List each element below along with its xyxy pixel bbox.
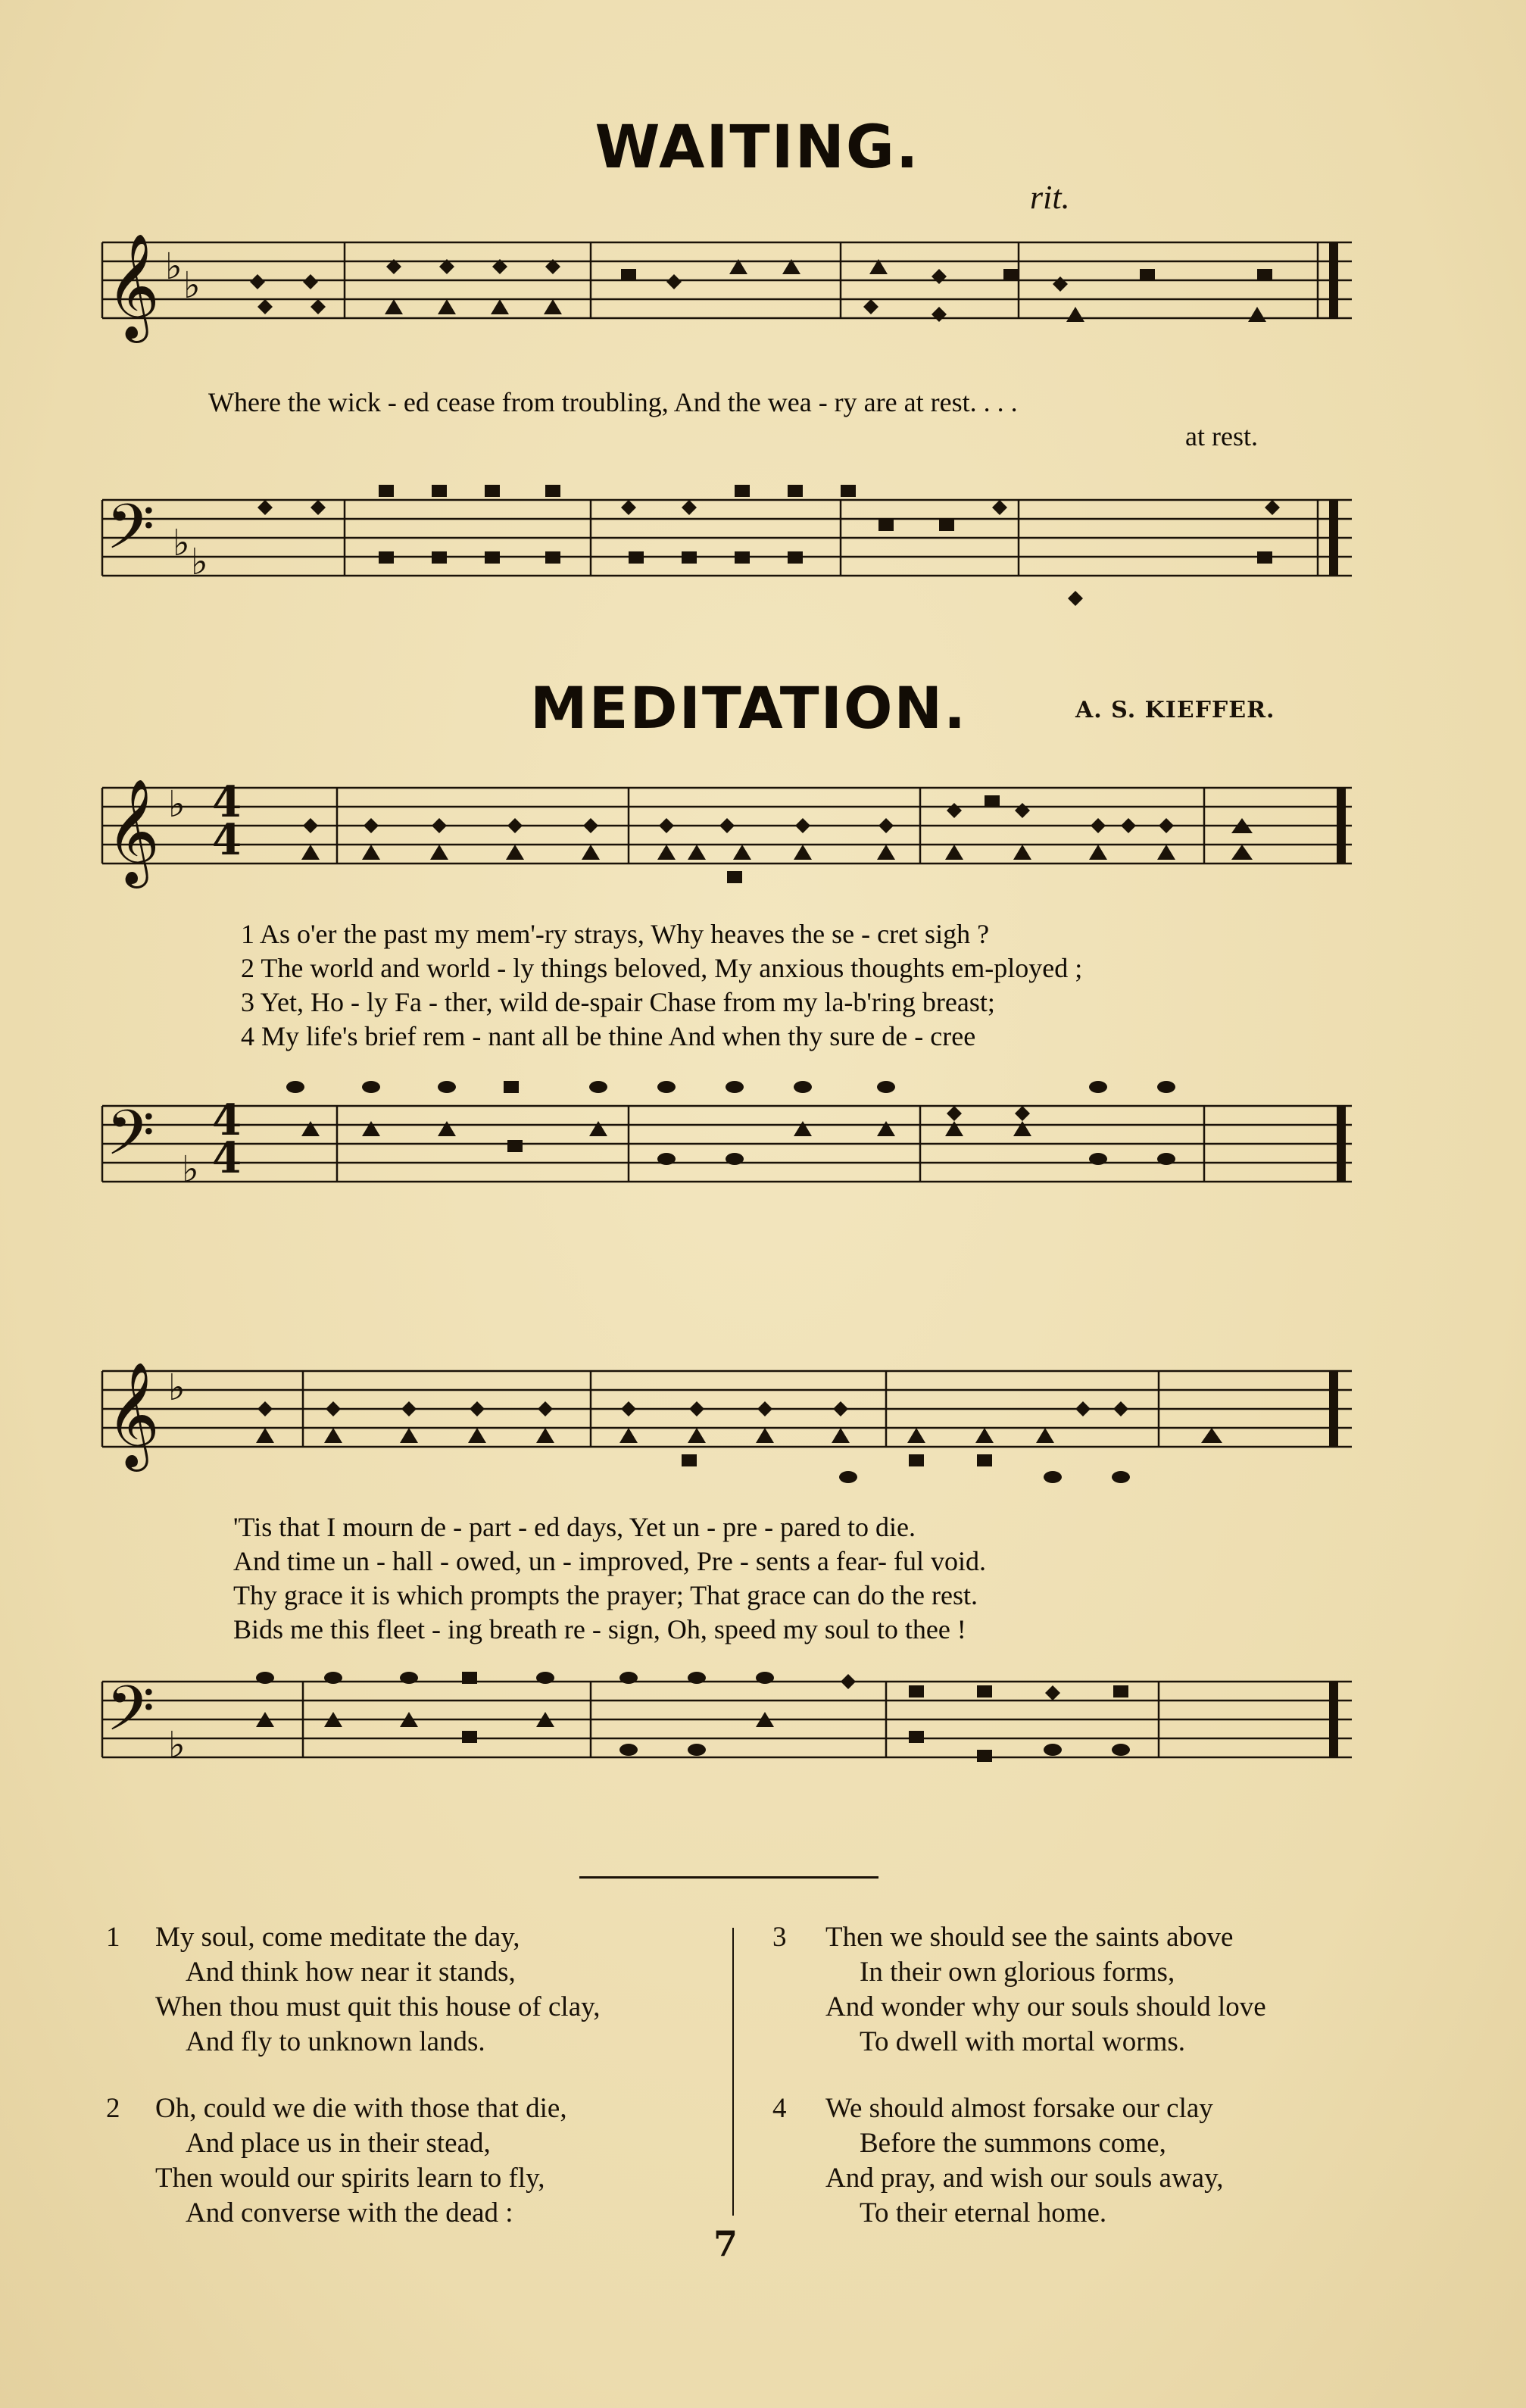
meditation-treble-staff-1 [0, 773, 1526, 924]
svg-text:♭: ♭ [173, 522, 190, 564]
verse-1-line-a: 1 As o'er the past my mem'-ry strays, Why heaves the se - cret sigh ? [241, 919, 990, 949]
column-divider [732, 1928, 734, 2216]
meditation-bass-staff-2 [0, 1651, 1526, 1803]
svg-text:𝄞: 𝄞 [106, 1362, 160, 1467]
waiting-bass-staff [0, 485, 1526, 636]
svg-text:4: 4 [212, 1133, 242, 1183]
svg-text:𝄢: 𝄢 [106, 1096, 155, 1185]
hymn-title-meditation: MEDITATION. [530, 674, 967, 742]
svg-text:♭: ♭ [191, 541, 208, 583]
poem-line: And converse with the dead : [186, 2197, 513, 2228]
stanza-number: 1 [106, 1922, 120, 1953]
poem-line: And place us in their stead, [186, 2128, 491, 2159]
verse-3-line-b: Thy grace it is which prompts the prayer; That grace can do the rest. [233, 1580, 978, 1610]
svg-text:♭: ♭ [182, 1148, 199, 1191]
svg-text:♭: ♭ [165, 245, 183, 288]
stanza-number: 4 [772, 2093, 787, 2124]
waiting-treble-staff [0, 227, 1526, 379]
svg-text:4: 4 [212, 1095, 242, 1145]
svg-text:4: 4 [212, 815, 242, 865]
svg-text:𝄞: 𝄞 [106, 779, 160, 884]
stanza-number: 2 [106, 2093, 120, 2124]
poem-line: Then would our spirits learn to fly, [155, 2163, 545, 2194]
verse-2-line-b: And time un - hall - owed, un - improved, Pre - sents a fear- ful void. [233, 1546, 987, 1576]
svg-text:𝄢: 𝄢 [106, 1672, 155, 1760]
meditation-bass-staff-1 [0, 1076, 1526, 1227]
poem-line: In their own glorious forms, [860, 1957, 1175, 1988]
waiting-lyrics-echo: at rest. [1185, 421, 1258, 451]
svg-text:4: 4 [212, 777, 242, 827]
waiting-lyrics: Where the wick - ed cease from troubling, And the wea - ry are at rest. . . . [208, 387, 1018, 417]
svg-text:♭: ♭ [168, 1724, 186, 1766]
poem-right-column [772, 1920, 1378, 2238]
svg-text:♭: ♭ [183, 264, 201, 307]
verse-4-line-b: Bids me this fleet - ing breath re - sign, Oh, speed my soul to thee ! [233, 1614, 966, 1644]
meditation-treble-staff-2 [0, 1356, 1526, 1507]
svg-text:𝄢: 𝄢 [106, 490, 155, 579]
verse-1-line-b: 'Tis that I mourn de - part - ed days, Yet un - pre - pared to die. [233, 1512, 916, 1542]
poem-line: Then we should see the saints above [825, 1922, 1234, 1953]
verse-4-line-a: 4 My life's brief rem - nant all be thine And when thy sure de - cree [241, 1021, 976, 1051]
poem-line: Oh, could we die with those that die, [155, 2093, 567, 2124]
hymn-title-waiting: WAITING. [594, 114, 920, 182]
svg-text:𝄞: 𝄞 [106, 233, 160, 339]
poem-line: My soul, come meditate the day, [155, 1922, 520, 1953]
poem-line: Before the summons come, [860, 2128, 1166, 2159]
poem-line: And wonder why our souls should love [825, 1991, 1266, 2022]
verse-3-line-a: 3 Yet, Ho - ly Fa - ther, wild de-spair Chase from my la-b'ring breast; [241, 987, 995, 1017]
svg-text:♭: ♭ [168, 1366, 186, 1409]
poem-line: And think how near it stands, [186, 1957, 516, 1988]
poem-line: And pray, and wish our souls away, [825, 2163, 1224, 2194]
composer-name: A. S. KIEFFER. [1075, 697, 1275, 723]
ritardando-marking: rit. [1030, 179, 1070, 216]
poem-line: We should almost forsake our clay [825, 2093, 1213, 2124]
poem-line: And fly to unknown lands. [186, 2026, 485, 2057]
poem-line: To their eternal home. [860, 2197, 1107, 2228]
poem-line: When thou must quit this house of clay, [155, 1991, 601, 2022]
section-divider [579, 1876, 878, 1879]
poem-line: To dwell with mortal worms. [860, 2026, 1186, 2057]
poem-left-column [106, 1920, 712, 2238]
stanza-number: 3 [772, 1922, 787, 1953]
svg-text:♭: ♭ [168, 783, 186, 826]
page-number: 7 [713, 2223, 738, 2264]
verse-2-line-a: 2 The world and world - ly things beloved, My anxious thoughts em-ployed ; [241, 953, 1083, 983]
